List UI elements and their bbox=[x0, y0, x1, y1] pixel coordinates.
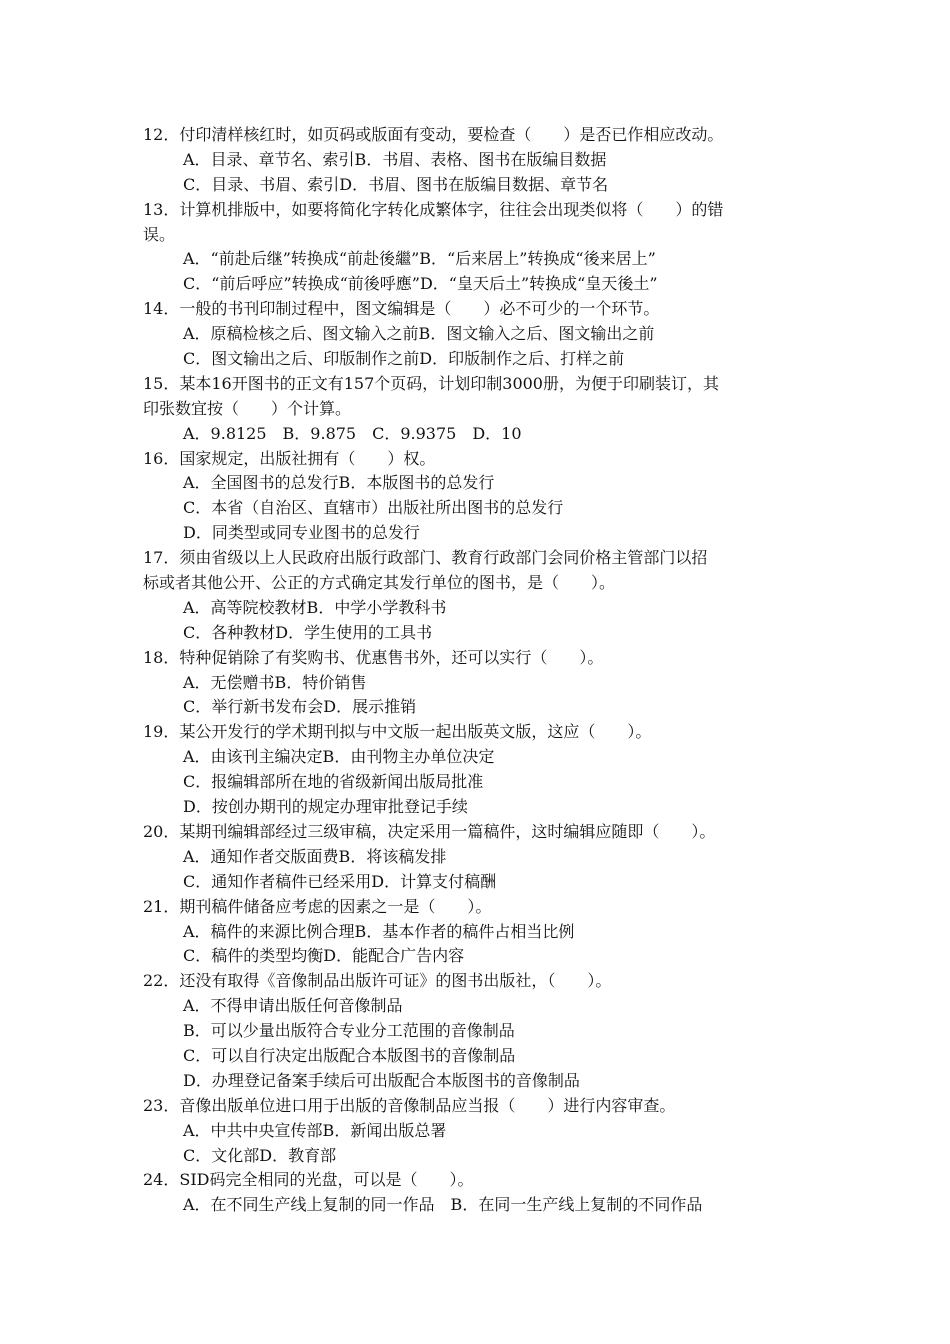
answer-option: D．按创办期刊的规定办理审批登记手续 bbox=[183, 797, 468, 817]
answer-option: C．目录、书眉、索引D．书眉、图书在版编目数据、章节名 bbox=[183, 174, 609, 194]
question-stem: 20．某期刊编辑部经过三级审稿，决定采用一篇稿件，这时编辑应随即（ ）。 bbox=[143, 821, 716, 841]
question-15 bbox=[143, 372, 815, 447]
question-20 bbox=[143, 820, 815, 895]
question-12 bbox=[143, 123, 815, 198]
answer-option: A．高等院校教材B．中学小学教科书 bbox=[183, 597, 447, 617]
question-stem: 23．音像出版单位进口用于出版的音像制品应当报（ ）进行内容审查。 bbox=[143, 1095, 676, 1115]
answer-option: A．中共中央宣传部B．新闻出版总署 bbox=[183, 1120, 447, 1140]
question-stem: 12．付印清样核红时，如页码或版面有变动，要检查（ ）是否已作相应改动。 bbox=[143, 125, 724, 144]
question-18 bbox=[143, 646, 815, 721]
answer-option: A．通知作者交版面费B．将该稿发排 bbox=[183, 846, 447, 866]
answer-option: D．办理登记备案手续后可出版配合本版图书的音像制品 bbox=[183, 1070, 580, 1090]
question-19 bbox=[143, 720, 815, 820]
question-stem: 21．期刊稿件储备应考虑的因素之一是（ ）。 bbox=[143, 896, 492, 916]
question-stem: 误。 bbox=[143, 224, 176, 244]
question-stem: 标或者其他公开、公正的方式确定其发行单位的图书，是（ ）。 bbox=[143, 573, 616, 593]
question-stem: 17．须由省级以上人民政府出版行政部门、教育行政部门会同价格主管部门以招 bbox=[143, 548, 708, 568]
question-list bbox=[143, 123, 815, 1218]
answer-option: C．报编辑部所在地的省级新闻出版局批准 bbox=[183, 772, 484, 792]
answer-option: A．目录、章节名、索引B．书眉、表格、图书在版编目数据 bbox=[183, 149, 607, 169]
question-stem: 22．还没有取得《音像制品出版许可证》的图书出版社，（ ）。 bbox=[143, 971, 612, 991]
question-14 bbox=[143, 297, 815, 372]
question-stem: 13．计算机排版中，如要将简化字转化成繁体字，往往会出现类似将（ ）的错 bbox=[143, 199, 724, 219]
answer-option: C．“前后呼应”转换成“前後呼應”D．“皇天后土”转换成“皇天後土” bbox=[183, 274, 658, 294]
answer-option: C．各种教材D．学生使用的工具书 bbox=[183, 622, 433, 642]
question-stem: 19．某公开发行的学术期刊拟与中文版一起出版英文版，这应（ ）。 bbox=[143, 722, 652, 742]
question-16 bbox=[143, 447, 815, 547]
question-13 bbox=[143, 198, 815, 298]
question-22 bbox=[143, 969, 815, 1093]
answer-option: C．文化部D．教育部 bbox=[183, 1145, 337, 1165]
question-23 bbox=[143, 1094, 815, 1169]
answer-option: A．“前赴后继”转换成“前赴後繼”B．“后来居上”转换成“後来居上” bbox=[183, 249, 656, 269]
question-stem: 16．国家规定，出版社拥有（ ）权。 bbox=[143, 448, 436, 468]
question-17 bbox=[143, 546, 815, 646]
answer-option: A．不得申请出版任何音像制品 bbox=[183, 996, 403, 1016]
question-stem: 15．某本16开图书的正文有157个页码，计划印制3000册，为便于印刷装订，其 bbox=[143, 373, 719, 393]
answer-option: A．无偿赠书B．特价销售 bbox=[183, 672, 367, 692]
answer-option: B．可以少量出版符合专业分工范围的音像制品 bbox=[183, 1021, 515, 1041]
answer-option: C．通知作者稿件已经采用D．计算支付稿酬 bbox=[183, 871, 497, 891]
answer-option: C．举行新书发布会D．展示推销 bbox=[183, 697, 417, 717]
answer-option: C．本省（自治区、直辖市）出版社所出图书的总发行 bbox=[183, 498, 564, 518]
answer-option: A．稿件的来源比例合理B．基本作者的稿件占相当比例 bbox=[183, 921, 575, 941]
answer-option: A．由该刊主编决定B．由刊物主办单位决定 bbox=[183, 747, 495, 767]
answer-option: A．全国图书的总发行B．本版图书的总发行 bbox=[183, 473, 495, 493]
answer-option: C．稿件的类型均衡D．能配合广告内容 bbox=[183, 946, 465, 966]
question-stem: 印张数宜按（ ）个计算。 bbox=[143, 398, 352, 418]
question-24 bbox=[143, 1168, 815, 1218]
question-stem: 18．特种促销除了有奖购书、优惠售书外，还可以实行（ ）。 bbox=[143, 647, 604, 667]
answer-option: A．在不同生产线上复制的同一作品 B．在同一生产线上复制的不同作品 bbox=[183, 1195, 703, 1215]
question-stem: 14．一般的书刊印制过程中，图文编辑是（ ）必不可少的一个环节。 bbox=[143, 299, 660, 319]
answer-option: A．原稿检核之后、图文输入之前B．图文输入之后、图文输出之前 bbox=[183, 324, 655, 344]
answer-option: A．9.8125 B．9.875 C．9.9375 D．10 bbox=[183, 423, 522, 443]
question-21 bbox=[143, 895, 815, 970]
answer-option: D．同类型或同专业图书的总发行 bbox=[183, 523, 420, 543]
answer-option: C．可以自行决定出版配合本版图书的音像制品 bbox=[183, 1045, 516, 1065]
answer-option: C．图文输出之后、印版制作之前D．印版制作之后、打样之前 bbox=[183, 349, 625, 369]
question-stem: 24．SID码完全相同的光盘，可以是（ ）。 bbox=[143, 1170, 474, 1190]
